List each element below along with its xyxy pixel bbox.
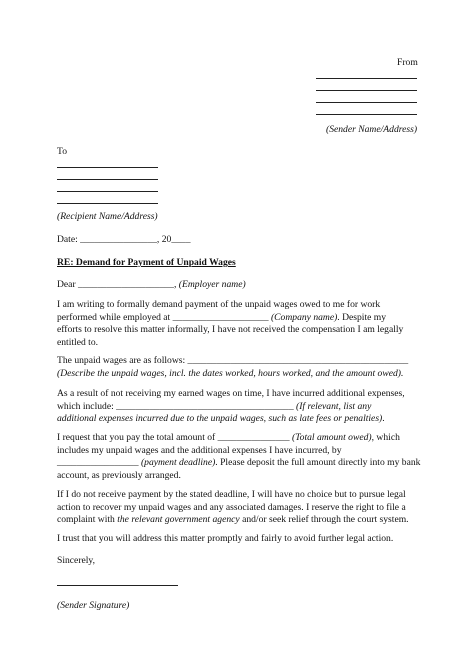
paragraph-2 bbox=[57, 355, 432, 380]
p1-line-1: I am writing to formally demand payment of the unpaid wages owed to me for work bbox=[57, 299, 381, 310]
p4-line-3-end: . Please deposit the full amount directly into my bank bbox=[215, 457, 421, 469]
p4-line-3-blank: _________________ bbox=[57, 457, 141, 469]
p1-line-4: entitled to. bbox=[57, 336, 99, 348]
total-amount-hint: (Total amount owed) bbox=[292, 432, 372, 443]
p5-line-2: action to recover my unpaid wages and any associated damages. I reserve the right to file a bbox=[57, 501, 406, 513]
signature-line bbox=[57, 585, 178, 586]
p3-line-2 bbox=[57, 401, 432, 414]
p4-line-3 bbox=[57, 457, 432, 470]
p5-line-3-text: complaint with bbox=[57, 514, 118, 526]
sender-line-3 bbox=[316, 102, 417, 103]
p3-line-2-text: which include: _____________________________________ bbox=[57, 400, 297, 412]
p2-line-1: The unpaid wages are as follows: ______________________________________________ bbox=[57, 355, 409, 366]
closing: Sincerely, bbox=[57, 555, 96, 566]
p4-line-1-end: , which bbox=[371, 432, 400, 443]
p1-line-3: efforts to resolve this matter informally, I have not received the compensation I am legally bbox=[57, 324, 404, 336]
company-name-hint: (Company name) bbox=[270, 311, 338, 323]
paragraph-4 bbox=[57, 432, 432, 482]
p1-line-2 bbox=[57, 312, 432, 325]
salutation-prefix: Dear ____________________, bbox=[57, 279, 179, 290]
employer-name-hint: (Employer name) bbox=[178, 279, 246, 290]
paragraph-3 bbox=[57, 388, 432, 426]
p1-line-2-end: . Despite my bbox=[337, 311, 387, 323]
p4-line-1 bbox=[57, 432, 432, 445]
salutation bbox=[57, 279, 246, 292]
paragraph-5 bbox=[57, 489, 432, 527]
p1-line-2-text: performed while employed at ____________________ bbox=[57, 311, 271, 323]
p3-line-3-end: . bbox=[382, 413, 385, 425]
recipient-line-1 bbox=[57, 167, 158, 168]
p5-line-3 bbox=[57, 514, 432, 527]
p6-line-1: I trust that you will address this matter promptly and fairly to avoid further legal action. bbox=[57, 533, 394, 544]
paragraph-6 bbox=[57, 533, 432, 546]
signature-caption: (Sender Signature) bbox=[57, 600, 130, 611]
sender-line-4 bbox=[316, 114, 417, 115]
p3-line-1: As a result of not receiving my earned wages on time, I have incurred additional expenses, bbox=[57, 388, 405, 399]
date-line: Date: ________________, 20____ bbox=[57, 234, 191, 245]
sender-line-1 bbox=[316, 78, 417, 79]
p3-line-3 bbox=[57, 413, 432, 426]
p5-line-1: If I do not receive payment by the stated deadline, I will have no choice but to pursue legal bbox=[57, 489, 406, 500]
subject-line: RE: Demand for Payment of Unpaid Wages bbox=[57, 257, 236, 268]
p4-line-1-text: I request that you pay the total amount of _______________ bbox=[57, 432, 293, 443]
government-agency-text: the relevant government agency bbox=[117, 514, 240, 526]
recipient-line-4 bbox=[57, 203, 158, 204]
payment-deadline-hint: (payment deadline) bbox=[140, 457, 216, 469]
p4-line-4: account, as previously arranged. bbox=[57, 469, 181, 481]
expenses-hint-end: additional expenses incurred due to the unpaid wages, such as late fees or penalties) bbox=[57, 413, 383, 425]
p5-line-3-end: and/or seek relief through the court system. bbox=[239, 514, 409, 526]
recipient-caption: (Recipient Name/Address) bbox=[57, 211, 158, 222]
p4-line-2: includes my unpaid wages and the additional expenses I have incurred, by bbox=[57, 444, 342, 456]
sender-caption: (Sender Name/Address) bbox=[326, 124, 418, 135]
from-label: From bbox=[397, 57, 418, 68]
paragraph-1 bbox=[57, 299, 432, 349]
sender-line-2 bbox=[316, 90, 417, 91]
p2-line-2: (Describe the unpaid wages, incl. the dates worked, hours worked, and the amount owed). bbox=[57, 367, 404, 379]
expenses-hint-start: (If relevant, list any bbox=[296, 400, 372, 412]
to-label: To bbox=[57, 146, 67, 157]
recipient-line-3 bbox=[57, 191, 158, 192]
recipient-line-2 bbox=[57, 179, 158, 180]
